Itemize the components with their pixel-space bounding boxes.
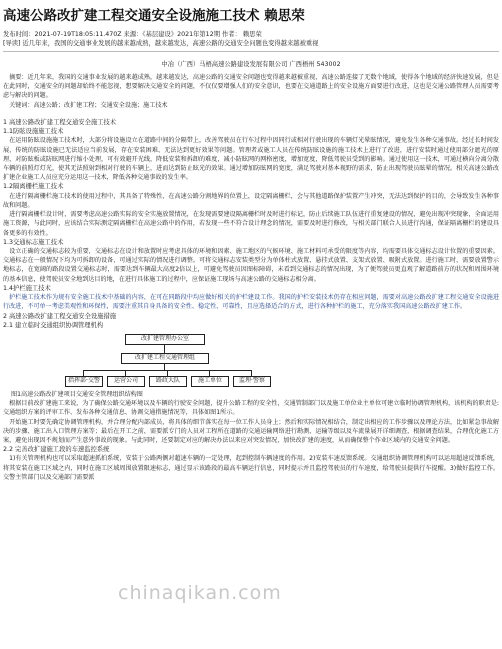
abstract: 摘要：近几年来，我国的交通事业发展的越来越成熟，越来越发达，高速公路的交通安全问题也变得越来越被重视，高速公路连接了无数个地域，使得各个地域的经济快速发展，但是在此同时，交通安全的问题却始终不能忽视，想要解决交通安全的问题，不仅仅要增强人们的安全意识，也要在交通道路上的安全设施方面要进行改进，这也是交通公路管理人员需要考虑与解决的问题。	[3, 74, 499, 100]
org-bottom-box: 路政大队	[149, 376, 187, 387]
section-heading: 1.3交通标志施工技术	[3, 238, 64, 246]
org-bottom-box: 监理·警察	[233, 376, 271, 387]
body-sections	[3, 118, 499, 330]
article-guide: [导读] 近几年来，我国的交通事业发展的越来越成熟，越来越发达，高速公路的交通安全问题也变得越来越被重视	[3, 40, 319, 47]
article	[3, 8, 499, 482]
author-affiliation: 中冶（广西）马梧高速公路建设发展有限公司 广西梧州 543002	[161, 61, 341, 68]
org-top-box: 改扩建管理办公室	[125, 334, 205, 345]
section-heading: 1.1防眩设施施工技术	[3, 128, 64, 136]
body-paragraph: 在运用防眩设施施工技术时，大部分将设施设立在道路中间的分隔带上，改善驾驶员在行车过程中因同行或相对行驶出现的车辆灯光晕眩情况，避免发生各种交通事故。经过长时间发展，传统的防眩设施已无法适应当前发展，存在安装困难、无法达到更好效果等问题。管理者或施工人员在传统防眩设施的施工技术上进行了改进，进行安装时通过使用部分遮光的原理，对防眩板或防眩网进行缩小处理，可有效避开光线，降低安装和拆卸的难度，减小防眩网的网格密度，增加宽度，降低驾驶员受到的影响。通过使用这一技术，可通过横向分离分散车辆的前照灯灯光，使其无法照射到相对行驶的车辆上，进而达到防止眩光的效果。通过增加防眩网的宽度，满足驾驶对基本视野的需求，防止出现驾驶员眩晕的情况。相关高速公路改扩建企业施工人员应充分运用这一技术，降低各种交通事故的发生率。	[3, 137, 499, 182]
org-bottom-box: 指挥部·交警	[65, 376, 103, 387]
figure-caption: 图1高速公路改扩建项目交通安全管理组织结构图	[11, 391, 143, 399]
section-heading: 2.1 建立临时交通组织协调管理机构	[3, 321, 104, 329]
body-paragraph: 1)有关管理机构也可以采取超速抓拍系统，安装于公路两侧对超速车辆的一定处理，起到控制车辆速度的作用。2)安装车速反馈系统。交通组织协调管理机构可以运用超速反馈系统，将其安装在施工区域之内，同时在施工区域周围放置限速标志，通过显示该路段的最高车辆运行信息，同时提示并且监控驾驶员的行车速度，给驾驶员提供行车提醒。3)做好监控工作。交警主管部门以及交通部门需要派	[3, 455, 499, 481]
header-divider	[3, 51, 499, 52]
body-paragraph: 根据目前改扩建施工来说，为了确保公路交通环境以及车辆的行驶安全问题，提升公路工程的安全性，交通管制部门以及施工单位业主单位可建立临时协调管理机构，该机构的职责是:交通组织方案的评审工作、发布各种交通信息、协调交通措施情况等，具体如图1所示。	[3, 400, 499, 417]
org-chart-figure	[63, 332, 363, 444]
section-heading: 1.4护栏施工技术	[3, 284, 51, 292]
body-paragraph: 进行隔离栅栏设计时，需要考虑高速公路实际的安全实施放置情况，在发现需要建设隔离栅栏时及时进行标记，防止后续施工队伍进行重复建设的情况，避免出现冲突现象，全面运用施工资源，与此同时，应该结合实际测定隔离栅栏在高速公路中的作用，若发现一些不符合设计理念的情况，需要及时进行修改，与相关部门联合人员进行沟通，保证隔离栅栏的建设具备更多的有效性。	[3, 211, 499, 237]
body-paragraph: 开始施工时要先确定协调管理机构，并合理分配内部成员，将具体的细节落实在每一位工作人员身上；然后和实际情况相结合，制定出相应的工作步骤以及理论方法，比如紧急事故解决的步骤、施工出入口管理方案等；最后在开工之前，需要派专门的人员对工程所在道路的交通运输网络进行勘测，运输等级以及车流量展开详细调查，根据调查结果，合理优化施工方案，避免出现因不规划而产生意外事故的现象。与此同时，还要制定对应的解决办法以来应对突发情况，加快改扩建的速度，从而确保整个作业区域内的交通安全问题。	[3, 418, 499, 444]
section-heading: 1 高速公路改扩建工程交通安全施工技术	[3, 118, 117, 126]
section-heading: 2 高速公路改扩建工程交通安全设施措施	[3, 312, 117, 320]
org-bottom-box: 运营公司	[107, 376, 145, 387]
publish-meta: 发布时间：2021-07-19T18:05:11.470Z 来源：《基层建设》2021年第12期 作者： 赖思荣	[3, 31, 262, 38]
org-bottom-box: 施工单位	[191, 376, 229, 387]
section-heading: 2.2 完善改扩建施工段的车速监控系统	[3, 446, 110, 454]
org-connector	[164, 345, 165, 353]
body-paragraph: 在进行隔离栅栏施工技术的使用过程中，其具备了特殊性，在高速公路分割地界的位置上，设定隔离栅栏，会与其他道路保护装置产生冲突，无法达到保护的目的，会导致发生各种事故和问题。	[3, 192, 499, 209]
body-paragraph: 设立正确的交通标志较为重要，交通标志在设计和放置时应考虑具体的环境和因素、施工地区的气候环境、施工材料可承受的限度等内容，均需要具体交通标志设计位置的重要因素。交通标志在一般情况下均为可拆卸的设备，可通过实际的情况进行调整。可将交通标志安装类型分为单体柱式放置、悬挂式放置、支架式放置、吸附式放置。进行施工时，需要放置警示地标志，在宽阔的路段设置交通标志时，需要达到车辆最大高度2倍以上，可避免驾驶员因图标障碍，未看到交通标志的情况出现，为了便驾驶员更直观了解道路前方的状况和周围环境的基本信息，使驾驶员安全地到达目的地，在进行具体施工的过程中，应保证施工现场与高速公路的交通标志相分离。	[3, 248, 499, 283]
article-title: 高速公路改扩建工程交通安全设施施工技术 赖思荣	[3, 8, 305, 24]
keywords: 关键词：高速公路；改扩建工程；交通安全设施；施工技术	[9, 101, 168, 109]
section-heading: 1.2隔离栅栏施工技术	[3, 183, 64, 191]
site-watermark: chinaqikan.com	[118, 582, 282, 604]
org-mid-box: 改扩建工程交通管理组	[121, 353, 209, 364]
body-paragraph: 护栏施工技术作为规有安全施工技术中基础的内容，在可在同路段中均应做好相关的护栏建设工作。我国的护栏安装技术仍存在相应问题，需要对高速公路改扩建工程交通安全设施进行改进，不可单一考虑美观性和环保性，需要注重其自身具备的安全性、稳定性、可靠性，且应选择适合的方式，进行各种护栏的施工，充分落实我国高速公路改扩建工作。	[3, 294, 499, 311]
spacer	[3, 110, 499, 118]
